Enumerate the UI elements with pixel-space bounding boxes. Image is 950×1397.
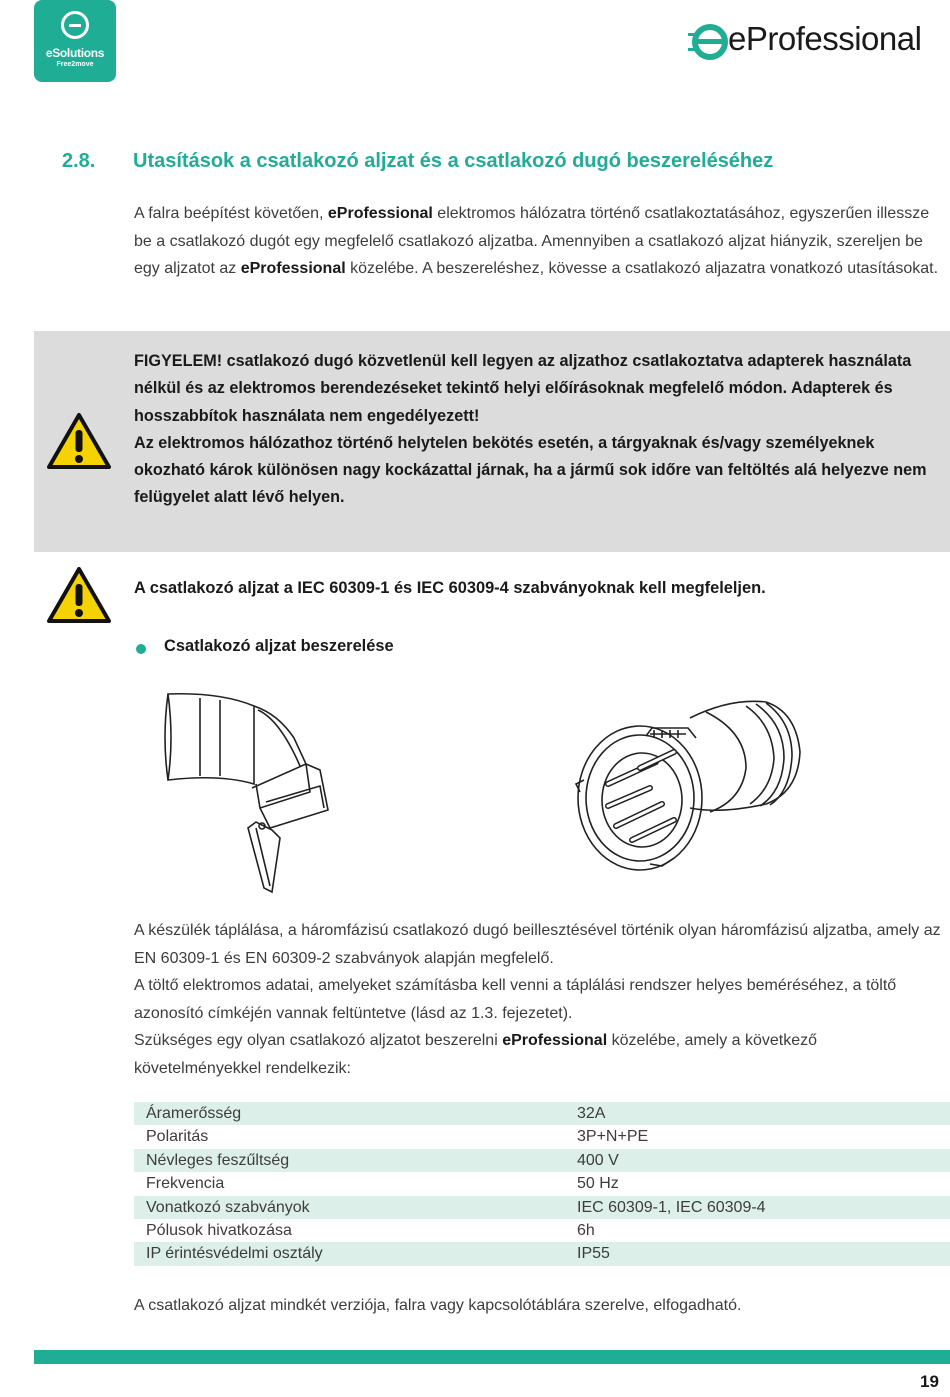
spec-value: IP55 — [577, 1245, 610, 1263]
body-paragraph — [134, 917, 944, 1082]
table-row — [134, 1102, 950, 1125]
plug-icon — [61, 11, 89, 39]
spec-value: 400 V — [577, 1151, 619, 1169]
spec-value: 6h — [577, 1221, 595, 1239]
spec-table — [134, 1102, 950, 1266]
spec-label: IP érintésvédelmi osztály — [146, 1245, 323, 1263]
intro-text-3: közelébe. A beszereléshez, kövesse a csatlakozó aljazatra vonatkozó utasításokat. — [345, 260, 939, 277]
standards-warning: A csatlakozó aljzat a IEC 60309-1 és IEC 60309-4 szabványoknak kell megfeleljen. — [134, 579, 766, 597]
intro-text-1: A falra beépítést követően, — [134, 205, 328, 222]
spec-label: Polaritás — [146, 1128, 209, 1146]
table-row — [134, 1219, 950, 1242]
intro-bold-2: eProfessional — [240, 260, 346, 277]
bullet-heading: Csatlakozó aljzat beszerelése — [164, 637, 394, 655]
warning-line-2: Az elektromos hálózathoz történő helytelen bekötés esetén, a tárgyaknak és/vagy személyeknek okozható károk különösen nagy kockázattal járnak, ha a jármű sok időre van feltöltés alá helyezve nem felügyelet alatt lévő helyen. — [134, 433, 927, 507]
warning-icon — [46, 412, 112, 470]
footer-bar — [34, 1350, 950, 1364]
section-title: Utasítások a csatlakozó aljzat és a csatlakozó dugó beszereléséhez — [133, 150, 774, 172]
spec-value: IEC 60309-1, IEC 60309-4 — [577, 1198, 766, 1216]
body-p3 — [134, 1027, 944, 1082]
section-number: 2.8. — [62, 150, 96, 172]
table-row — [134, 1149, 950, 1172]
table-row — [134, 1242, 950, 1265]
esolutions-logo-text: eSolutions — [45, 46, 105, 60]
intro-paragraph — [134, 200, 944, 283]
closing-line: A csatlakozó aljzat mindkét verziója, falra vagy kapcsolótáblára szerelve, elfogadható. — [134, 1297, 742, 1314]
spec-label: Frekvencia — [146, 1175, 225, 1193]
intro-text-2: elektromos hálózatra történő csatlakoztatásához, egyszerűen illessze be a csatlakozó dugót egy megfelelő csatlakozó aljzatba. Amennyiben a csatlakozó aljzat hiányzik, szereljen be egy aljzatot az — [134, 205, 930, 277]
spec-label: Pólusok hivatkozása — [146, 1221, 292, 1239]
spec-label: Vonatkozó szabványok — [146, 1198, 310, 1216]
plug-illustration — [570, 688, 810, 878]
bullet-icon — [136, 644, 146, 654]
eprofessional-e-icon — [688, 20, 728, 66]
intro-bold-1: eProfessional — [327, 205, 433, 222]
eprofessional-logo — [688, 20, 950, 66]
body-p3-bold: eProfessional — [502, 1032, 608, 1049]
warning-text — [134, 348, 934, 512]
warning-icon — [46, 566, 112, 624]
page-number: 19 — [920, 1372, 939, 1391]
spec-value: 50 Hz — [577, 1175, 619, 1193]
free2move-logo-text: Free2move — [56, 61, 94, 68]
table-row — [134, 1172, 950, 1195]
table-row — [134, 1125, 950, 1148]
spec-value: 3P+N+PE — [577, 1128, 649, 1146]
warning-line-1: FIGYELEM! csatlakozó dugó közvetlenül kell legyen az aljzathoz csatlakoztatva adapterek használata nélkül és az elektromos berendezéseket tekintő helyi előírásoknak megfelelő módon. Adapterek és hosszabbítok használata nem engedélyezett! — [134, 352, 912, 425]
wall-socket-illustration — [160, 688, 340, 898]
esolutions-logo — [34, 0, 116, 82]
body-p3-text-1: Szükséges egy olyan csatlakozó aljzatot beszerelni — [134, 1032, 503, 1049]
spec-label: Névleges feszűltség — [146, 1151, 290, 1169]
body-p1: A készülék táplálása, a háromfázisú csatlakozó dugó beillesztésével történik olyan háromfázisú aljzatba, amely az EN 60309-1 és EN 60309-2 szabványok alapján megfelelő. — [134, 922, 941, 967]
eprofessional-logo-text: eProfessional — [728, 20, 922, 57]
spec-value: 32A — [577, 1105, 606, 1122]
table-row — [134, 1196, 950, 1219]
body-p3-text-2: közelébe, amely a következő követelményekkel rendelkezik: — [134, 1032, 818, 1077]
body-p2: A töltő elektromos adatai, amelyeket számításba kell venni a táplálási rendszer helyes beméréséhez, a töltő azonosító címkéjén vannak feltüntetve (lásd az 1.3. fejezetet). — [134, 977, 897, 1022]
spec-label: Áramerősség — [146, 1105, 242, 1122]
